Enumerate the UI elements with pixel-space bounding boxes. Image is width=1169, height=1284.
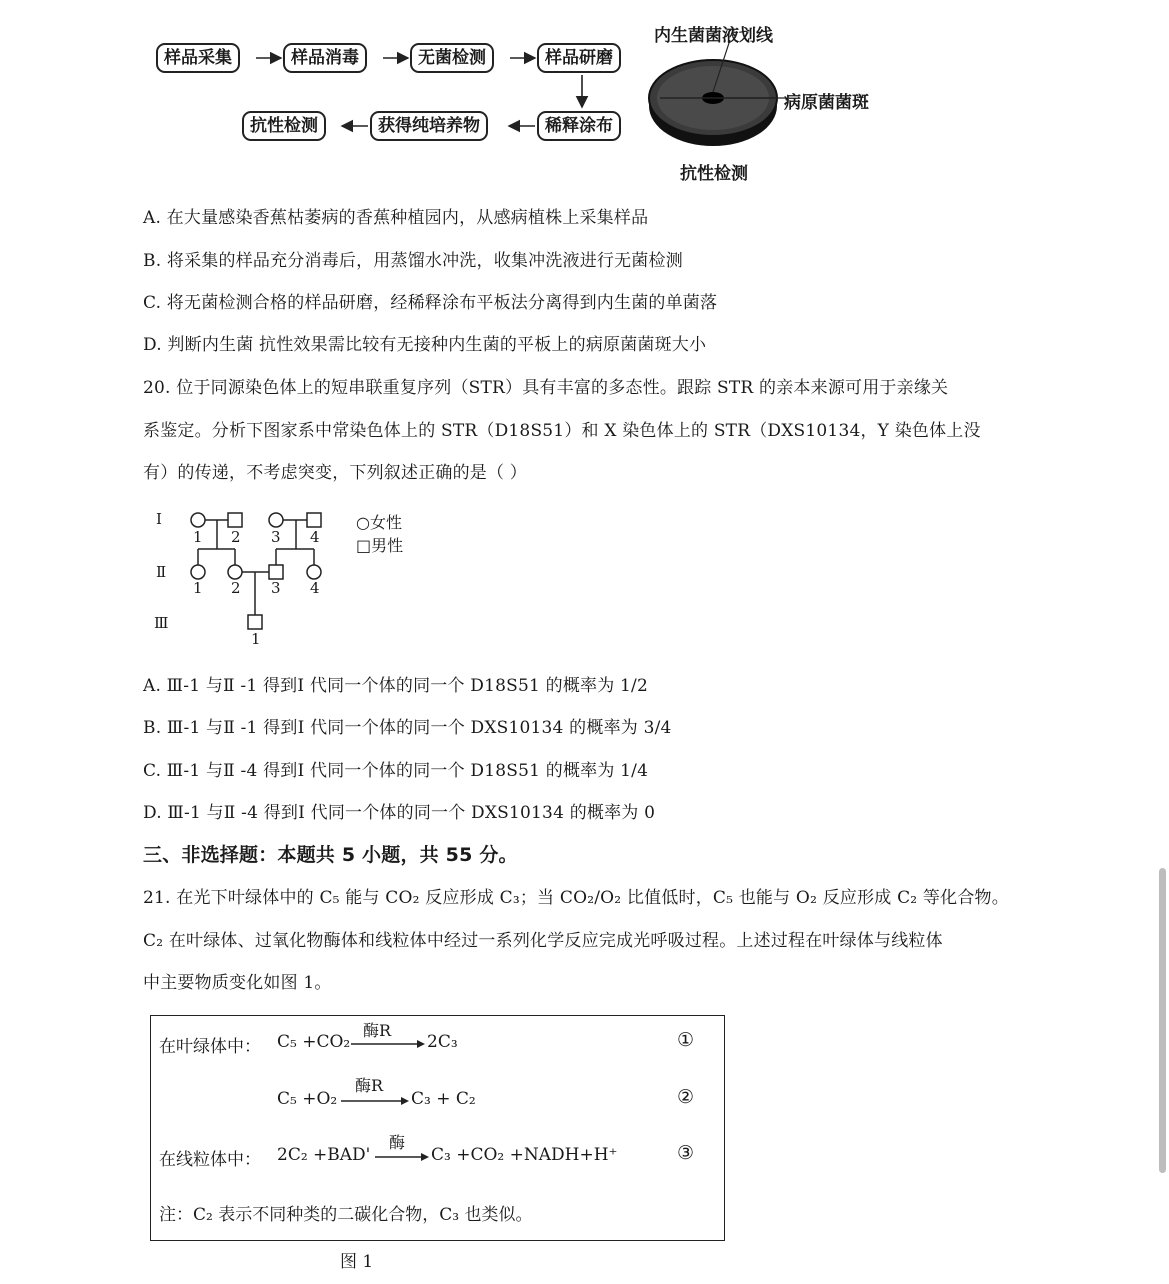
label-in-mitochondria: 在线粒体中： bbox=[159, 1150, 261, 1170]
q19-option-b: B. 将采集的样品充分消毒后，用蒸馏水冲洗，收集冲洗液进行无菌检测 bbox=[143, 251, 683, 271]
pedigree-num-II-2: 2 bbox=[231, 579, 241, 597]
eq1-number: ① bbox=[677, 1029, 695, 1051]
plate-caption: 抗性检测 bbox=[680, 164, 748, 184]
flow-box-sample-grind: 样品研磨 bbox=[537, 43, 621, 73]
eq3-number: ③ bbox=[677, 1142, 695, 1164]
q19-option-a: A. 在大量感染香蕉枯萎病的香蕉种植园内，从感病植株上采集样品 bbox=[143, 208, 649, 228]
generation-label-2: Ⅱ bbox=[156, 563, 167, 581]
vertical-scrollbar[interactable] bbox=[1159, 868, 1166, 1173]
label-in-chloroplast: 在叶绿体中： bbox=[159, 1037, 261, 1057]
flow-box-pure-culture: 获得纯培养物 bbox=[370, 111, 488, 141]
pedigree-num-I-2: 2 bbox=[231, 528, 241, 546]
pedigree-num-II-3: 3 bbox=[271, 579, 281, 597]
generation-label-1: Ⅰ bbox=[156, 510, 162, 528]
eq1-arrow bbox=[351, 1038, 427, 1050]
pedigree-num-I-4: 4 bbox=[310, 528, 320, 546]
flow-box-sample-disinfect: 样品消毒 bbox=[283, 43, 367, 73]
figure-1-box bbox=[150, 1015, 725, 1241]
pedigree-male-III-1 bbox=[248, 615, 262, 629]
pedigree-female-II-4 bbox=[307, 565, 321, 579]
pedigree-num-I-1: 1 bbox=[193, 528, 203, 546]
eq2-number: ② bbox=[677, 1086, 695, 1108]
q20-stem-line-1: 20. 位于同源染色体上的短串联重复序列（STR）具有丰富的多态性。跟踪 STR 的亲本来源可用于亲缘关 bbox=[143, 378, 949, 398]
pedigree-female-II-2 bbox=[228, 565, 242, 579]
eq3-arrow bbox=[375, 1151, 435, 1163]
eq1-right: 2C₃ bbox=[427, 1032, 458, 1052]
eq3-left: 2C₂ +BAD' bbox=[277, 1145, 371, 1165]
section-3-heading: 三、非选择题：本题共 5 小题，共 55 分。 bbox=[143, 844, 518, 866]
eq1-enzyme: 酶R bbox=[363, 1021, 392, 1040]
q19-option-c: C. 将无菌检测合格的样品研磨，经稀释涂布平板法分离得到内生菌的单菌落 bbox=[143, 293, 718, 313]
figure-note: 注：C₂ 表示不同种类的二碳化合物，C₃ 也类似。 bbox=[159, 1205, 533, 1225]
pedigree-num-I-3: 3 bbox=[271, 528, 281, 546]
figure-1-caption: 图 1 bbox=[340, 1252, 374, 1272]
eq2-enzyme: 酶R bbox=[355, 1076, 384, 1095]
eq2-left: C₅ +O₂ bbox=[277, 1089, 338, 1109]
pedigree-symbols bbox=[180, 505, 340, 635]
legend-female: ○女性 bbox=[356, 513, 402, 532]
pedigree-male-II-3 bbox=[269, 565, 283, 579]
q19-option-d: D. 判断内生菌 抗性效果需比较有无接种内生菌的平板上的病原菌菌斑大小 bbox=[143, 335, 707, 355]
legend-male: □男性 bbox=[356, 536, 404, 555]
eq3-enzyme: 酶 bbox=[389, 1133, 406, 1152]
q20-option-d: D. Ⅲ-1 与Ⅱ -4 得到Ⅰ 代同一个体的同一个 DXS10134 的概率为 0 bbox=[143, 803, 656, 823]
q21-stem-line-2: C₂ 在叶绿体、过氧化物酶体和线粒体中经过一系列化学反应完成光呼吸过程。上述过程在叶绿体与线粒体 bbox=[143, 931, 943, 951]
q20-option-c: C. Ⅲ-1 与Ⅱ -4 得到Ⅰ 代同一个体的同一个 D18S51 的概率为 1/4 bbox=[143, 761, 649, 781]
q20-stem-line-2: 系鉴定。分析下图家系中常染色体上的 STR（D18S51）和 X 染色体上的 STR（DXS10134，Y 染色体上没 bbox=[143, 421, 981, 441]
pedigree-male-I-4 bbox=[307, 513, 321, 527]
pedigree-male-I-2 bbox=[228, 513, 242, 527]
pedigree-female-I-1 bbox=[191, 513, 205, 527]
pedigree-num-II-1: 1 bbox=[193, 579, 203, 597]
pedigree-female-I-3 bbox=[269, 513, 283, 527]
generation-label-3: Ⅲ bbox=[154, 614, 169, 632]
pedigree-num-II-4: 4 bbox=[310, 579, 320, 597]
q20-option-a: A. Ⅲ-1 与Ⅱ -1 得到Ⅰ 代同一个体的同一个 D18S51 的概率为 1/2 bbox=[143, 676, 648, 696]
eq1-left: C₅ +CO₂ bbox=[277, 1032, 351, 1052]
flow-arrows bbox=[0, 0, 650, 160]
flow-box-dilution-spread: 稀释涂布 bbox=[537, 111, 621, 141]
eq3-right: C₃ +CO₂ +NADH+H⁺ bbox=[431, 1145, 618, 1165]
eq2-arrow bbox=[341, 1095, 417, 1107]
pedigree-num-III-1: 1 bbox=[251, 630, 261, 648]
q21-stem-line-3: 中主要物质变化如图 1。 bbox=[143, 973, 332, 993]
flow-box-sample-collect: 样品采集 bbox=[156, 43, 240, 73]
plate-label-streak: 内生菌菌液划线 bbox=[654, 26, 773, 46]
q21-stem-line-1: 21. 在光下叶绿体中的 C₅ 能与 CO₂ 反应形成 C₃；当 CO₂/O₂ 比值低时，C₅ 也能与 O₂ 反应形成 C₂ 等化合物。 bbox=[143, 888, 1009, 908]
q20-stem-line-3: 有）的传递，不考虑突变，下列叙述正确的是（ ） bbox=[143, 463, 528, 483]
flow-box-sterility-test: 无菌检测 bbox=[410, 43, 494, 73]
eq2-right: C₃ + C₂ bbox=[411, 1089, 476, 1109]
plate-label-pathogen-spot: 病原菌菌斑 bbox=[784, 93, 869, 113]
pedigree-female-II-1 bbox=[191, 565, 205, 579]
flow-box-resistance-test: 抗性检测 bbox=[242, 111, 326, 141]
q20-option-b: B. Ⅲ-1 与Ⅱ -1 得到Ⅰ 代同一个体的同一个 DXS10134 的概率为 3/4 bbox=[143, 718, 672, 738]
